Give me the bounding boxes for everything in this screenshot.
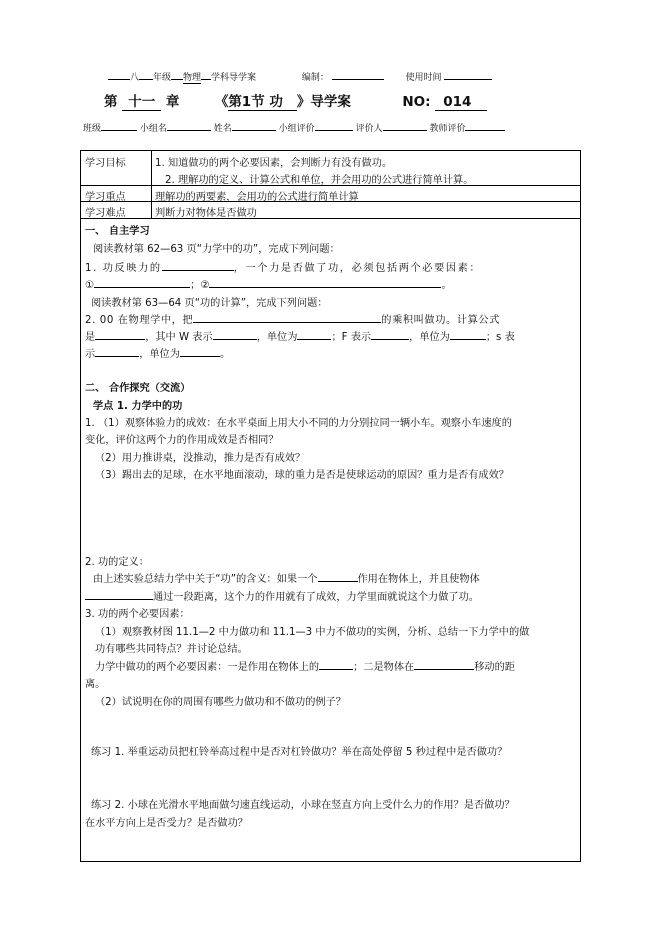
evaluator-label: 评价人 (355, 124, 383, 134)
name-field[interactable] (232, 119, 276, 131)
difficulty-text: 判断力对物体是否做功 (155, 208, 257, 219)
q2-blank-2[interactable] (95, 328, 145, 340)
grade-blank-2[interactable] (139, 68, 153, 80)
page-title (104, 90, 487, 110)
grade-label: 年级 (153, 73, 172, 83)
class-field[interactable] (101, 119, 137, 131)
question-1-line-1: 1. 功反映力的 ，一个力是否做了功，必须包括两个必要因素： (85, 259, 481, 274)
editor-label: 编制： (301, 73, 329, 83)
definition-blank-2[interactable] (85, 588, 153, 600)
goals-line-2: 2. 理解功的定义、计算公式和单位，并会用功的公式进行简单计算。 (165, 175, 474, 186)
lesson-open: 《 (214, 94, 229, 110)
editor-field[interactable] (332, 68, 384, 80)
goals-label: 学习目标 (85, 158, 126, 169)
grade-value: 八 (130, 73, 140, 83)
date-label: 使用时间 (405, 73, 442, 83)
group-label: 小组名 (139, 124, 167, 134)
factors-line-5: （2）试说明在你的周围有哪些力做功和不做功的例子？ (95, 697, 346, 708)
q1-blank-2[interactable] (94, 276, 190, 288)
key-point-label: 学习重点 (85, 192, 126, 203)
definition-line-1: 由上述实验总结力学中关于“功”的含义：如果一个 作用在物体上，并且使物体 (93, 570, 480, 585)
date-field[interactable] (444, 68, 492, 80)
difficulty-label: 学习难点 (85, 208, 126, 219)
question-1-line-2: ① ；② 。 (85, 276, 452, 291)
factors-title: 3. 功的两个必要因素： (85, 609, 190, 620)
exercise-1: 练习 1. 举重运动员把杠铃举高过程中是否对杠铃做功？举在高处停留 5 秒过程中是否做功？ (91, 747, 508, 758)
teacher-eval-field[interactable] (465, 119, 505, 131)
study-guide-table (80, 150, 581, 862)
q2-blank-5[interactable] (371, 328, 409, 340)
factors-line-3: 力学中做功的两个必要因素：一是作用在物体上的 ；二是物体在 移动的距 (95, 658, 515, 673)
reading-instruction-1: 阅读教材第 62—63 页“力学中的功”，完成下列问题： (93, 244, 340, 255)
goals-line-1: 1. 知道做功的两个必要因素，会判断力有没有做功。 (155, 158, 393, 169)
evaluator-field[interactable] (383, 119, 427, 131)
definition-line-2: 通过一段距离，这个力的作用就有了成效，力学里面就说这个力做了功。 (85, 588, 479, 603)
student-info-line (83, 119, 505, 134)
section-1-title: 一、 自主学习 (85, 226, 150, 237)
group-eval-field[interactable] (315, 119, 353, 131)
q2-blank-1[interactable] (193, 311, 381, 323)
definition-title: 2. 功的定义： (85, 557, 149, 568)
experiment-2: （2）用力推讲桌，没推动，推力是否有成效？ (95, 453, 306, 464)
point-1-title: 学点 1. 力学中的功 (93, 401, 183, 412)
question-2-line-1: 2. 00 在物理学中，把 的乘积叫做功。计算公式 (85, 311, 500, 326)
q2-blank-8[interactable] (180, 345, 220, 357)
q1-blank-1[interactable] (162, 259, 234, 271)
key-point-text: 理解功的两要素，会用功的公式进行简单计算 (155, 192, 359, 203)
lesson-close: 》导学案 (296, 94, 351, 110)
group-eval-label: 小组评价 (278, 124, 315, 134)
grade-blank[interactable] (108, 68, 130, 80)
column-divider (151, 151, 152, 218)
exercise-2-line-2: 在水平方向上是否受力？是否做功？ (85, 818, 248, 829)
experiment-1-line-2: 变化，评价这两个力的作用成效是否相同？ (85, 435, 279, 446)
definition-blank-1[interactable] (318, 570, 358, 582)
teacher-eval-label: 教师评价 (429, 124, 466, 134)
q1-blank-3[interactable] (209, 276, 441, 288)
reading-instruction-2: 阅读教材第 63—64 页“功的计算”，完成下列问题： (91, 298, 328, 309)
factors-line-2: 功有哪些共同特点？并讨论总结。 (95, 644, 248, 655)
q2-blank-6[interactable] (450, 328, 486, 340)
factors-blank-1[interactable] (319, 658, 353, 670)
lesson-title: 第1节 功 (228, 94, 297, 111)
number-label: NO: (402, 94, 431, 110)
group-field[interactable] (167, 119, 211, 131)
chapter-number: 十一 (122, 94, 161, 111)
q2-blank-4[interactable] (297, 328, 331, 340)
subject-pad (171, 68, 183, 80)
experiment-3: （3）踢出去的足球，在水平地面滚动，球的重力是否是使球运动的原因？重力是否有成效？ (95, 470, 509, 481)
experiment-1-line-1: 1. （1）观察体验力的成效：在水平桌面上用大小不同的力分别拉同一辆小车。观察小车速度的 (85, 418, 512, 429)
section-2-title: 二、 合作探究（交流） (85, 383, 191, 394)
question-2-line-2: 是 ，其中 W 表示 ，单位为 ；F 表示 ，单位为 ；s 表 (85, 328, 515, 343)
class-label: 班级 (83, 124, 102, 134)
chapter-suffix: 章 (165, 94, 180, 110)
header-meta-line (108, 68, 492, 83)
factors-line-4: 离。 (85, 679, 106, 690)
q2-blank-7[interactable] (95, 345, 139, 357)
q2-blank-3[interactable] (213, 328, 257, 340)
name-label: 姓名 (213, 124, 232, 134)
question-2-line-3: 示 ，单位为 。 (85, 345, 230, 360)
chapter-prefix: 第 (104, 94, 118, 110)
exercise-2-line-1: 练习 2. 小球在光滑水平地面做匀速直线运动，小球在竖直方向上受什么力的作用？是否做功？ (91, 800, 515, 811)
doc-type-label: 学科导学案 (211, 73, 257, 83)
factors-line-1: （1）观察教材图 11.1—2 中力做功和 11.1—3 中力不做功的实例，分析、总结一下力学中的做 (95, 627, 530, 638)
factors-blank-2[interactable] (414, 658, 474, 670)
number-value: 014 (435, 94, 487, 111)
subject-value: 物理 (183, 73, 202, 83)
